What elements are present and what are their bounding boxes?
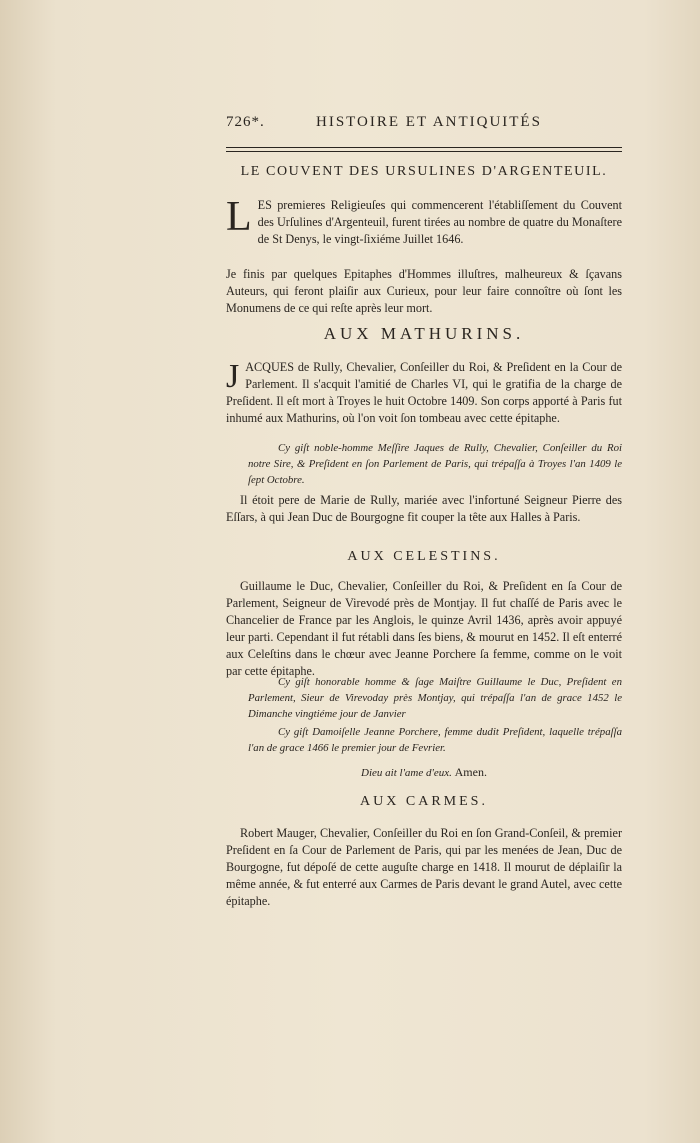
paragraph-ursulines — [226, 194, 622, 248]
intro-text: Je finis par quelques Epitaphes d'Hommes illuſtres, malheureux & ſçavans Auteurs, qui feront plaiſir aux Curieux, pour leur faire connoître où ſont les Monumens de ce qui reſte après leur mort. — [226, 267, 622, 315]
epitaph-le-duc: Cy giſt honorable homme & ſage Maiſtre Guillaume le Duc, Preſident en Parlement, Sieur de Virevoday près Montjay, qui trépaſſa l'an de grace 1452 le Dimanche vingtiéme jour de Janvier — [248, 676, 622, 720]
running-title: HISTOIRE ET ANTIQUITÉS — [316, 114, 542, 130]
paragraph-mathurins — [226, 359, 622, 427]
heading-mathurins: AUX MATHURINS. — [323, 324, 525, 343]
carmes-text: Robert Mauger, Chevalier, Conſeiller du Roi en ſon Grand-Conſeil, & premier Preſident en ſa Cour de Parlement de Paris, qui par les menées de Jean, Duc de Bourgogne, fut dépoſé de cette auguſte charge en 1418. Il mourut de déplaiſir la même année, & fut enterré aux Carmes de Paris devant le grand Autel, avec cette épitaphe. — [226, 826, 622, 908]
mathurins-text: ACQUES de Rully, Chevalier, Conſeiller du Roi, & Preſident en la Cour de Parlement. Il s'acquit l'amitié de Charles VI, qui le gratifia de la charge de Preſident. Il eſt mort à Troyes le huit Octobre 1409. Son corps apporté à Paris fut inhumé aux Mathurins, où l'on voit ſon tombeau avec cette épitaphe. — [226, 360, 622, 425]
page-number: 726*. — [226, 114, 265, 130]
epitaph-rully: Cy giſt noble-homme Meſſire Jaques de Rully, Chevalier, Conſeiller du Roi notre Sire, & Preſident en ſon Parlement de Paris, qui trépaſſa à Troyes l'an 1409 le ſept Octobre. — [248, 442, 622, 486]
heading-ursulines: LE COUVENT DES URSULINES D'ARGENTEUIL. — [240, 164, 608, 179]
dropcap-l: L — [226, 194, 252, 240]
paragraph-celestins — [226, 578, 622, 680]
celestins-text: Guillaume le Duc, Chevalier, Conſeiller du Roi, & Preſident en ſa Cour de Parlement, Seigneur de Virevodé près de Montjay. Il fut chaſſé de Paris avec le Chancelier de France par les Anglois, le quinze Avril 1436, après avoir appuyé leur parti. Cependant il fut rétabli dans ſes biens, & mourut en 1452. Il eſt enterré aux Celeſtins dans le chœur avec Jeanne Porchere ſa femme, comme on le voit par cette épitaphe. — [226, 579, 622, 678]
heading-celestins: AUX CELESTINS. — [347, 549, 501, 564]
header-rule — [226, 147, 622, 152]
closing-amen: Amen. — [454, 765, 487, 779]
closing-italic: Dieu ait l'ame d'eux. — [361, 767, 452, 779]
closing-line — [226, 765, 622, 780]
rully-after-text: Il étoit pere de Marie de Rully, mariée avec l'infortuné Seigneur Pierre des Eſſars, à qui Jean Duc de Bourgogne fit couper la tête aux Halles à Paris. — [226, 493, 622, 524]
epitaph-porchere: Cy giſt Damoiſelle Jeanne Porchere, femme dudit Preſident, laquelle trépaſſa l'an de grace 1466 le premier jour de Fevrier. — [248, 726, 622, 754]
paragraph-carmes — [226, 825, 622, 910]
dropcap-j: J — [226, 358, 240, 395]
paragraph-rully-after — [226, 492, 622, 526]
paragraph-intro — [226, 266, 622, 317]
heading-carmes: AUX CARMES. — [360, 794, 488, 809]
ursulines-text: ES premieres Religieuſes qui commencerent l'établiſſement du Couvent des Urſulines d'Argenteuil, furent tirées au nombre de quatre du Monaſtere de St Denys, le vingt-ſixiéme Juillet 1646. — [257, 198, 622, 246]
